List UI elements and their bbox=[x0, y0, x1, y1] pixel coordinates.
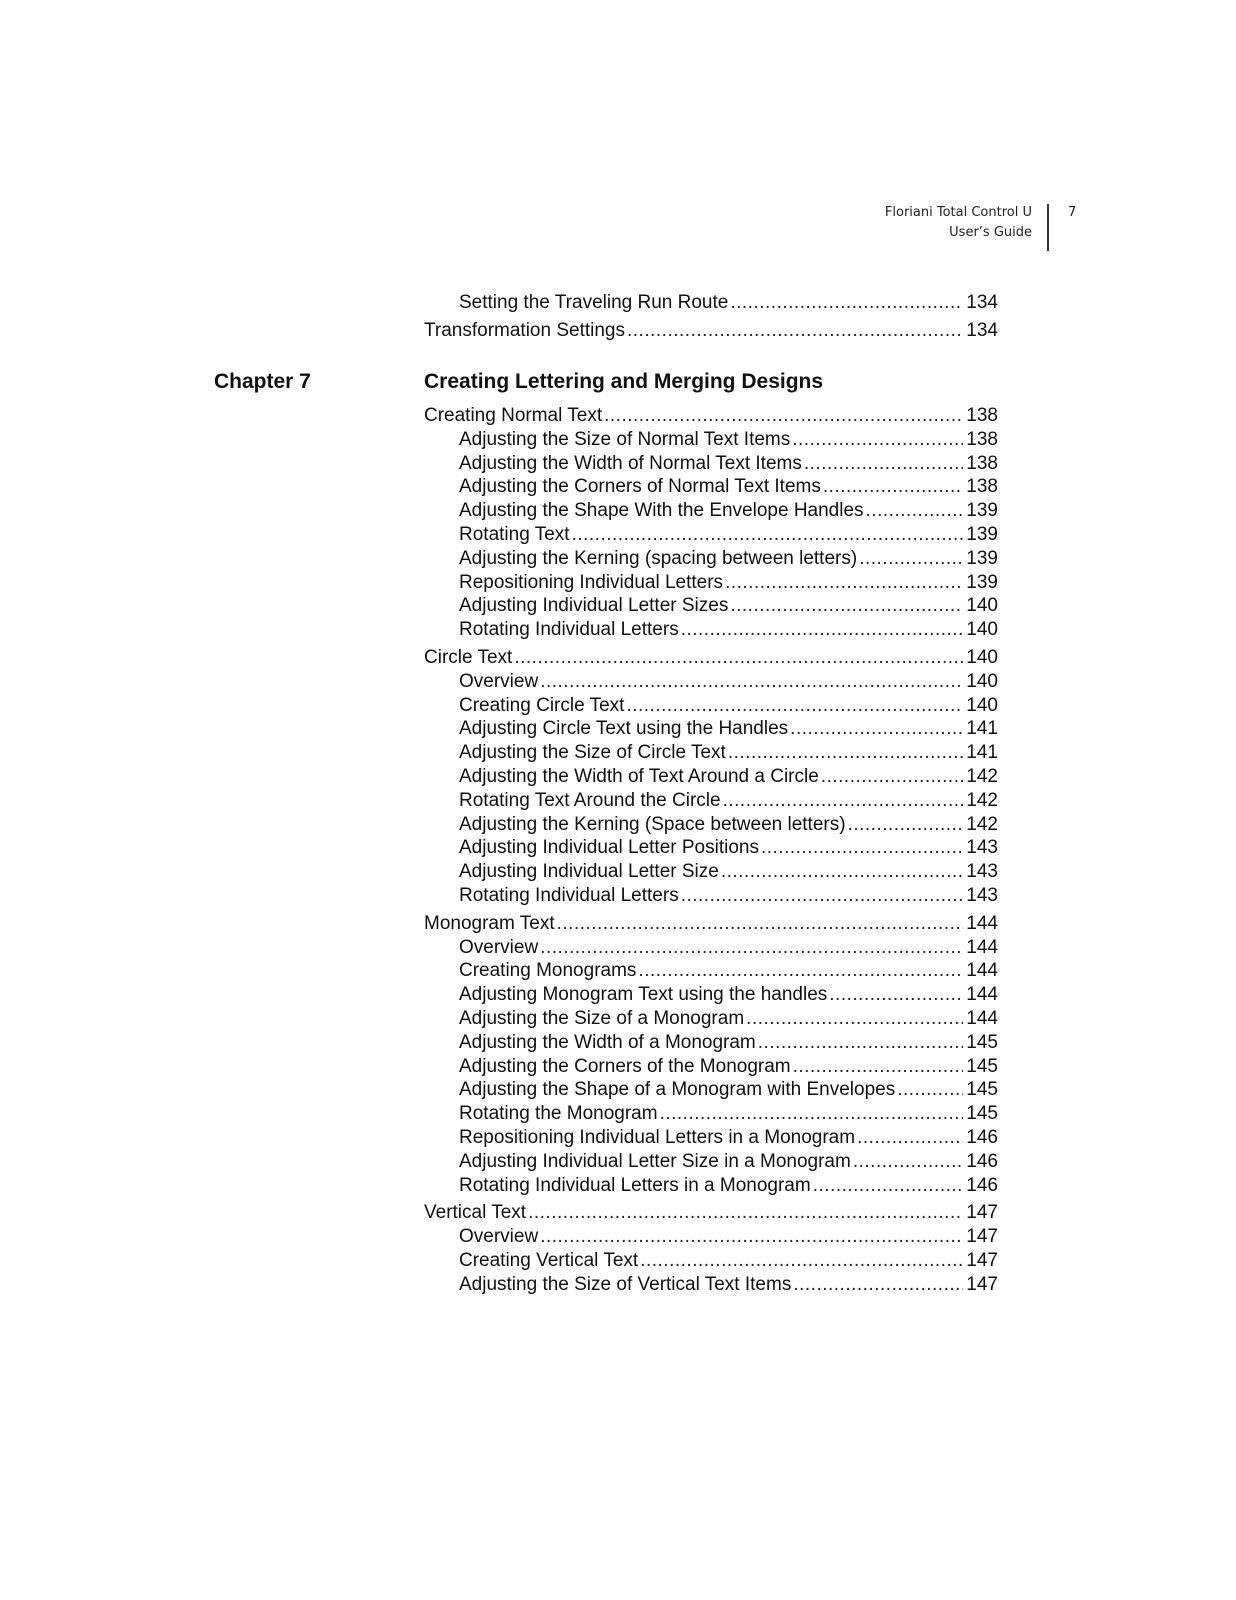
toc-entry-page: 140 bbox=[966, 670, 998, 692]
dot-leader bbox=[857, 1126, 963, 1150]
toc-entry-title: Adjusting the Kerning (spacing between letters) bbox=[459, 547, 858, 569]
toc-entry-title: Adjusting the Size of Vertical Text Items bbox=[459, 1273, 792, 1295]
dot-leader bbox=[730, 594, 963, 618]
toc-entry-page: 147 bbox=[966, 1250, 998, 1271]
page-number: 7 bbox=[1068, 205, 1077, 220]
dot-leader bbox=[660, 1102, 964, 1126]
dot-leader bbox=[804, 452, 963, 476]
toc-entry-title: Adjusting the Size of a Monogram bbox=[459, 1008, 745, 1029]
dot-leader bbox=[723, 789, 964, 813]
toc-entry[interactable] bbox=[459, 571, 998, 595]
dot-leader bbox=[540, 670, 963, 694]
toc-entry[interactable] bbox=[424, 404, 998, 428]
toc-entry[interactable] bbox=[459, 741, 998, 765]
toc-entry-title: Rotating Text Around the Circle bbox=[459, 789, 721, 811]
toc-entry-title: Adjusting Individual Letter Sizes bbox=[459, 595, 729, 617]
dot-leader bbox=[746, 1007, 963, 1031]
toc-entry-page: 146 bbox=[966, 1150, 998, 1172]
toc-entry-page: 147 bbox=[966, 1202, 998, 1224]
toc-entry-page: 146 bbox=[966, 1127, 998, 1148]
toc-entry-page: 147 bbox=[966, 1273, 998, 1295]
dot-leader bbox=[813, 1174, 964, 1198]
toc-entry[interactable] bbox=[459, 291, 998, 315]
toc-entry[interactable] bbox=[459, 813, 998, 837]
toc-entry[interactable] bbox=[459, 1174, 998, 1198]
dot-leader bbox=[829, 983, 963, 1007]
dot-leader bbox=[604, 404, 963, 428]
toc-entry-title: Overview bbox=[459, 670, 539, 692]
toc-entry-page: 140 bbox=[966, 647, 998, 668]
toc-entry-page: 145 bbox=[966, 1079, 998, 1101]
dot-leader bbox=[638, 959, 963, 983]
toc-entry-title: Creating Vertical Text bbox=[459, 1250, 639, 1271]
toc-entry[interactable] bbox=[459, 1031, 998, 1055]
toc-entry[interactable] bbox=[459, 884, 998, 908]
toc-entry-page: 140 bbox=[966, 619, 998, 641]
toc-entry[interactable] bbox=[459, 547, 998, 571]
dot-leader bbox=[792, 428, 963, 452]
dot-leader bbox=[540, 936, 963, 960]
toc-entry-page: 140 bbox=[966, 595, 998, 617]
toc-entry-title: Creating Normal Text bbox=[424, 405, 603, 426]
toc-entry-page: 139 bbox=[966, 500, 998, 522]
toc-entry-title: Adjusting the Size of Normal Text Items bbox=[459, 428, 791, 450]
toc-entry-page: 143 bbox=[966, 861, 998, 883]
chapter-label: Chapter 7 bbox=[214, 370, 311, 393]
dot-leader bbox=[793, 1055, 964, 1079]
toc-entry-page: 141 bbox=[966, 718, 998, 740]
toc-entry[interactable] bbox=[459, 452, 998, 476]
toc-entry-page: 140 bbox=[966, 694, 998, 716]
toc-entry-page: 138 bbox=[966, 452, 998, 474]
toc-entry-title: Creating Monograms bbox=[459, 960, 637, 982]
toc-entry-page: 139 bbox=[966, 571, 998, 593]
toc-entry[interactable] bbox=[459, 475, 998, 499]
dot-leader bbox=[681, 618, 964, 642]
dot-leader bbox=[793, 1273, 963, 1297]
dot-leader bbox=[640, 1249, 963, 1273]
toc-entry-page: 144 bbox=[966, 936, 998, 958]
dot-leader bbox=[514, 646, 963, 670]
toc-entry-title: Circle Text bbox=[424, 647, 513, 668]
toc-entry-page: 144 bbox=[966, 912, 998, 934]
toc-entry-title: Vertical Text bbox=[424, 1202, 527, 1224]
toc-entry[interactable] bbox=[459, 860, 998, 884]
toc-entry-page: 146 bbox=[966, 1174, 998, 1196]
toc-entry-page: 142 bbox=[966, 813, 998, 835]
toc-entry-page: 144 bbox=[966, 984, 998, 1006]
dot-leader bbox=[859, 547, 963, 571]
dot-leader bbox=[848, 813, 964, 837]
dot-leader bbox=[721, 860, 963, 884]
dot-leader bbox=[572, 523, 964, 547]
toc-entry[interactable] bbox=[459, 1150, 998, 1174]
toc-entry-title: Rotating Text bbox=[459, 524, 570, 545]
toc-entry[interactable] bbox=[459, 670, 998, 694]
toc-entry-title: Adjusting the Corners of the Monogram bbox=[459, 1055, 791, 1077]
toc-entry-page: 139 bbox=[966, 547, 998, 569]
dot-leader bbox=[790, 717, 963, 741]
dot-leader bbox=[823, 475, 963, 499]
toc-entry[interactable] bbox=[459, 499, 998, 523]
toc-entry-page: 138 bbox=[966, 476, 998, 498]
toc-entry-page: 144 bbox=[966, 960, 998, 982]
dot-leader bbox=[730, 291, 963, 315]
toc-entry-page: 144 bbox=[966, 1008, 998, 1029]
toc-entry[interactable] bbox=[459, 983, 998, 1007]
toc-entry[interactable] bbox=[459, 694, 998, 718]
toc-entry-title: Monogram Text bbox=[424, 912, 555, 934]
toc-entry-title: Rotating the Monogram bbox=[459, 1103, 658, 1125]
dot-leader bbox=[866, 499, 964, 523]
header-subtitle: User’s Guide bbox=[949, 225, 1032, 240]
toc-entry[interactable] bbox=[459, 959, 998, 983]
toc-entry-title: Adjusting the Width of a Monogram bbox=[459, 1031, 756, 1053]
toc-entry-page: 145 bbox=[966, 1055, 998, 1077]
toc-entry-page: 142 bbox=[966, 766, 998, 787]
toc-entry[interactable] bbox=[424, 1201, 998, 1225]
dot-leader bbox=[557, 912, 964, 936]
toc-entry[interactable] bbox=[459, 594, 998, 618]
toc-entry[interactable] bbox=[459, 428, 998, 452]
toc-entry-title: Adjusting Individual Letter Size bbox=[459, 861, 719, 883]
toc-entry[interactable] bbox=[459, 1126, 998, 1150]
toc-entry[interactable] bbox=[459, 1007, 998, 1031]
dot-leader bbox=[626, 694, 963, 718]
toc-entry[interactable] bbox=[459, 789, 998, 813]
toc-entry-title: Overview bbox=[459, 1226, 539, 1248]
dot-leader bbox=[761, 836, 963, 860]
toc-entry[interactable] bbox=[459, 1249, 998, 1273]
dot-leader bbox=[528, 1201, 963, 1225]
toc-entry-page: 138 bbox=[966, 428, 998, 450]
toc-entry[interactable] bbox=[459, 936, 998, 960]
toc-entry[interactable] bbox=[459, 1055, 998, 1079]
toc-entry-title: Repositioning Individual Letters in a Monogram bbox=[459, 1127, 856, 1148]
dot-leader bbox=[627, 319, 963, 343]
toc-entry-title: Rotating Individual Letters bbox=[459, 885, 679, 906]
toc-entry-title: Rotating Individual Letters in a Monogram bbox=[459, 1174, 811, 1196]
toc-entry-page: 134 bbox=[966, 292, 998, 313]
toc-entry-title: Setting the Traveling Run Route bbox=[459, 292, 729, 313]
toc-entry-title: Adjusting Circle Text using the Handles bbox=[459, 718, 789, 740]
toc-entry-title: Adjusting the Width of Normal Text Items bbox=[459, 452, 802, 474]
toc-entry[interactable] bbox=[459, 765, 998, 789]
toc-entry-page: 147 bbox=[966, 1226, 998, 1248]
toc-entry-page: 138 bbox=[966, 405, 998, 426]
toc-entry[interactable] bbox=[459, 1225, 998, 1249]
toc-entry-title: Adjusting the Size of Circle Text bbox=[459, 742, 726, 764]
dot-leader bbox=[853, 1150, 963, 1174]
dot-leader bbox=[758, 1031, 964, 1055]
toc-entry-page: 145 bbox=[966, 1103, 998, 1125]
toc-entry[interactable] bbox=[459, 717, 998, 741]
toc-entry-title: Repositioning Individual Letters bbox=[459, 571, 724, 593]
toc-entry-title: Transformation Settings bbox=[424, 320, 625, 341]
toc-entry-title: Adjusting Individual Letter Positions bbox=[459, 837, 759, 859]
dot-leader bbox=[897, 1078, 963, 1102]
toc-entry-title: Adjusting Individual Letter Size in a Monogram bbox=[459, 1150, 851, 1172]
header-title: Floriani Total Control U bbox=[884, 205, 1032, 220]
dot-leader bbox=[681, 884, 964, 908]
toc-entry-page: 134 bbox=[966, 320, 998, 341]
toc-entry-title: Adjusting the Kerning (Space between letters) bbox=[459, 813, 846, 835]
toc-entry-title: Adjusting the Shape With the Envelope Handles bbox=[459, 500, 864, 522]
toc-entry-page: 143 bbox=[966, 837, 998, 859]
toc-entry[interactable] bbox=[459, 618, 998, 642]
toc-entry[interactable] bbox=[459, 1273, 998, 1297]
toc-entry[interactable] bbox=[424, 912, 998, 936]
toc-entry[interactable] bbox=[459, 836, 998, 860]
toc-entry-title: Creating Circle Text bbox=[459, 694, 625, 716]
toc-entry[interactable] bbox=[424, 319, 998, 343]
toc-entry[interactable] bbox=[459, 523, 998, 547]
dot-leader bbox=[728, 741, 963, 765]
toc-entry-title: Overview bbox=[459, 936, 539, 958]
toc-entry-page: 142 bbox=[966, 789, 998, 811]
toc-entry-page: 145 bbox=[966, 1031, 998, 1053]
toc-entry-page: 139 bbox=[966, 524, 998, 545]
toc-entry-title: Adjusting the Corners of Normal Text Items bbox=[459, 476, 821, 498]
toc-entry-title: Rotating Individual Letters bbox=[459, 619, 679, 641]
toc-entry-title: Adjusting the Shape of a Monogram with Envelopes bbox=[459, 1079, 896, 1101]
dot-leader bbox=[725, 571, 963, 595]
chapter-title: Creating Lettering and Merging Designs bbox=[424, 370, 824, 393]
toc-entry-title: Adjusting Monogram Text using the handles bbox=[459, 984, 828, 1006]
toc-entry[interactable] bbox=[459, 1102, 998, 1126]
toc-entry-title: Adjusting the Width of Text Around a Circle bbox=[459, 766, 819, 787]
toc-entry[interactable] bbox=[424, 646, 998, 670]
dot-leader bbox=[540, 1225, 963, 1249]
dot-leader bbox=[821, 765, 964, 789]
toc-entry-page: 141 bbox=[966, 742, 998, 764]
toc-entry-page: 143 bbox=[966, 885, 998, 906]
toc-entry[interactable] bbox=[459, 1078, 998, 1102]
